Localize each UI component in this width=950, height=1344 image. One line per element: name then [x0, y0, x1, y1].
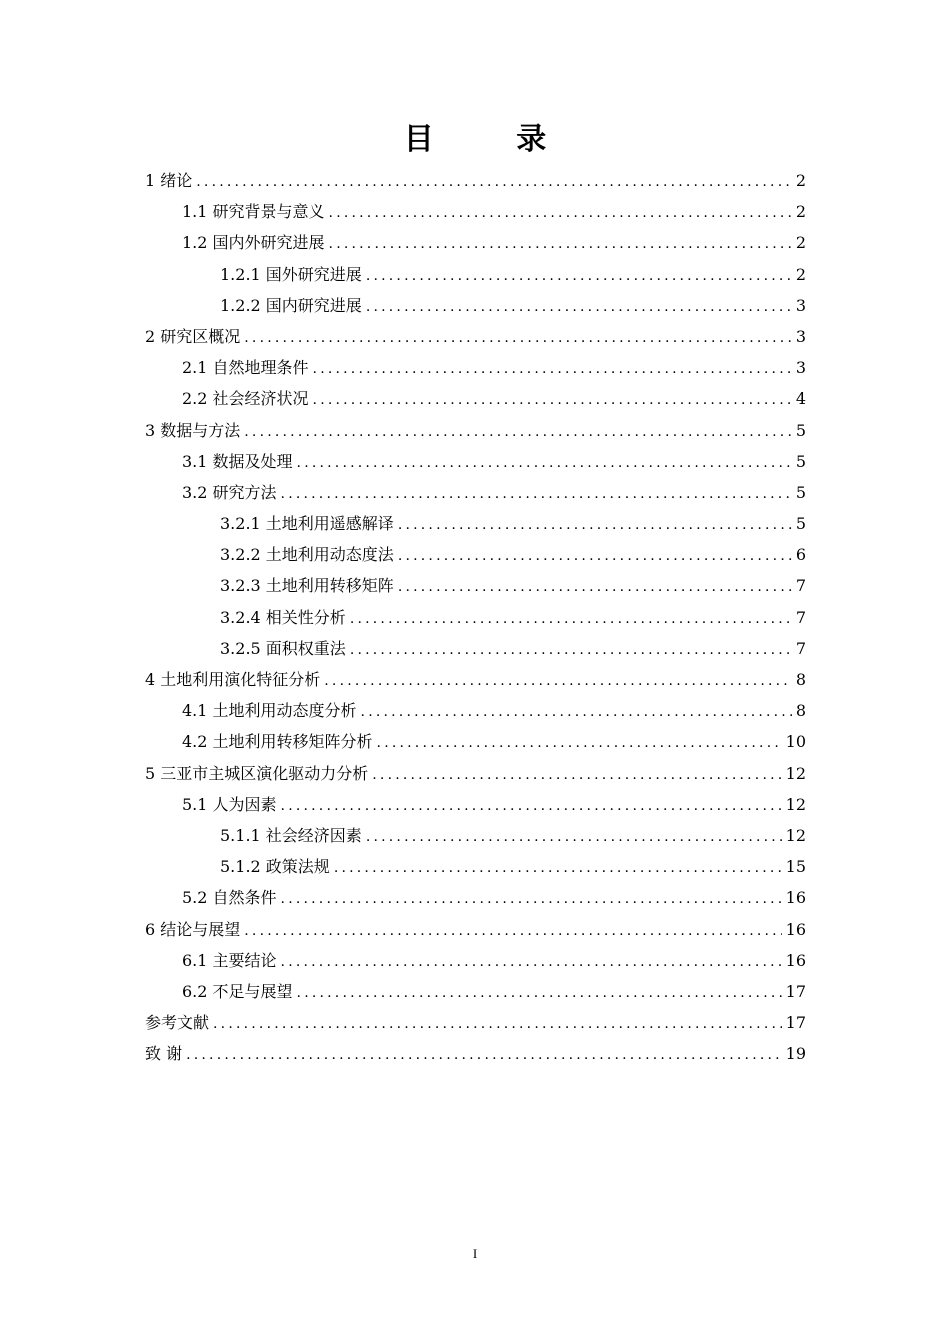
- toc-entry-label: 4 土地利用演化特征分析: [145, 670, 321, 689]
- toc-entry[interactable]: [145, 695, 806, 726]
- toc-dot-leader: [361, 697, 792, 728]
- toc-entry-label: 4.2 土地利用转移矩阵分析: [182, 732, 373, 752]
- toc-entry-page: 8: [795, 670, 806, 689]
- toc-entry[interactable]: [145, 758, 806, 789]
- toc-entry-page: 3: [795, 358, 806, 378]
- toc-dot-leader: [329, 198, 792, 229]
- toc-entry[interactable]: [145, 664, 806, 695]
- toc-entry-page: 2: [795, 233, 806, 253]
- toc-dot-leader: [196, 167, 792, 198]
- toc-entry-page: 16: [785, 950, 806, 970]
- toc-entry[interactable]: [145, 477, 806, 508]
- toc-dot-leader: [244, 417, 792, 448]
- toc-entry[interactable]: [145, 882, 806, 913]
- toc-entry[interactable]: [145, 914, 806, 945]
- toc-entry-label: 5.1.2 政策法规: [220, 857, 330, 877]
- toc-entry-page: 7: [795, 607, 806, 627]
- toc-entry-page: 12: [785, 763, 806, 783]
- toc-entry[interactable]: [145, 633, 806, 664]
- toc-entry[interactable]: [145, 196, 806, 227]
- toc-entry-label: 6.1 主要结论: [182, 950, 277, 970]
- toc-entry-page: 7: [795, 638, 806, 658]
- table-of-contents: [145, 165, 806, 1069]
- toc-entry-label: 3.2.3 土地利用转移矩阵: [220, 576, 394, 596]
- toc-entry-label: 3.2.5 面积权重法: [220, 638, 346, 658]
- toc-dot-leader: [244, 916, 781, 947]
- toc-dot-leader: [213, 1009, 782, 1040]
- toc-entry[interactable]: [145, 259, 806, 290]
- toc-entry-label: 2 研究区概况: [145, 326, 241, 346]
- toc-entry-label: 2.1 自然地理条件: [182, 358, 309, 378]
- toc-dot-leader: [281, 479, 792, 510]
- toc-entry-label: 3.1 数据及处理: [182, 451, 293, 471]
- toc-dot-leader: [329, 229, 792, 260]
- toc-entry-page: 7: [795, 576, 806, 596]
- toc-entry[interactable]: [145, 321, 806, 352]
- toc-dot-leader: [366, 292, 792, 323]
- toc-entry-label: 6.2 不足与展望: [182, 981, 293, 1001]
- toc-entry-page: 5: [795, 482, 806, 502]
- toc-entry[interactable]: [145, 945, 806, 976]
- toc-entry-label: 3.2 研究方法: [182, 482, 277, 502]
- toc-entry-label: 1.1 研究背景与意义: [182, 202, 325, 222]
- toc-entry-label: 2.2 社会经济状况: [182, 389, 309, 409]
- toc-dot-leader: [350, 635, 792, 666]
- toc-entry-page: 17: [785, 1013, 806, 1033]
- toc-entry-page: 3: [795, 295, 806, 315]
- toc-entry-label: 1.2 国内外研究进展: [182, 233, 325, 253]
- toc-dot-leader: [297, 448, 792, 479]
- toc-dot-leader: [377, 728, 782, 759]
- toc-entry-label: 3 数据与方法: [145, 420, 241, 440]
- toc-entry-page: 16: [785, 888, 806, 908]
- toc-entry-label: 致 谢: [145, 1044, 183, 1064]
- toc-entry[interactable]: [145, 976, 806, 1007]
- toc-entry-label: 3.2.2 土地利用动态度法: [220, 545, 394, 565]
- toc-dot-leader: [366, 822, 782, 853]
- toc-entry-page: 10: [785, 732, 806, 752]
- toc-entry-page: 8: [795, 701, 806, 721]
- toc-entry-page: 5: [795, 420, 806, 440]
- toc-entry-page: 2: [795, 264, 806, 284]
- toc-entry-label: 3.2.1 土地利用遥感解译: [220, 514, 394, 534]
- toc-entry[interactable]: [145, 851, 806, 882]
- toc-entry-label: 1 绪论: [145, 171, 193, 190]
- toc-entry-label: 5.1 人为因素: [182, 794, 277, 814]
- toc-entry-label: 4.1 土地利用动态度分析: [182, 701, 357, 721]
- toc-entry-page: 5: [795, 451, 806, 471]
- toc-entry[interactable]: [145, 539, 806, 570]
- toc-entry-label: 5 三亚市主城区演化驱动力分析: [145, 763, 369, 783]
- toc-entry[interactable]: [145, 165, 806, 196]
- page-title: 目 录: [403, 122, 583, 157]
- toc-entry-label: 参考文献: [145, 1013, 210, 1033]
- toc-entry-page: 4: [795, 389, 806, 409]
- toc-entry[interactable]: [145, 1007, 806, 1038]
- toc-dot-leader: [398, 510, 792, 541]
- toc-entry[interactable]: [145, 383, 806, 414]
- toc-dot-leader: [281, 791, 782, 822]
- page-number: I: [472, 1246, 478, 1261]
- toc-entry[interactable]: [145, 508, 806, 539]
- toc-dot-leader: [334, 853, 782, 884]
- toc-dot-leader: [398, 572, 792, 603]
- toc-entry[interactable]: [145, 352, 806, 383]
- toc-entry[interactable]: [145, 820, 806, 851]
- toc-dot-leader: [398, 541, 792, 572]
- toc-entry-page: 3: [795, 326, 806, 346]
- toc-entry-page: 17: [785, 981, 806, 1001]
- toc-dot-leader: [244, 323, 792, 354]
- toc-entry-page: 19: [785, 1044, 806, 1064]
- toc-entry[interactable]: [145, 602, 806, 633]
- toc-dot-leader: [372, 760, 781, 791]
- toc-entry[interactable]: [145, 227, 806, 258]
- toc-entry[interactable]: [145, 446, 806, 477]
- toc-entry-page: 2: [795, 171, 806, 190]
- toc-dot-leader: [324, 666, 792, 697]
- toc-entry[interactable]: [145, 290, 806, 321]
- toc-entry[interactable]: [145, 570, 806, 601]
- toc-entry-label: 1.2.2 国内研究进展: [220, 295, 362, 315]
- toc-entry-label: 5.2 自然条件: [182, 888, 277, 908]
- toc-dot-leader: [313, 385, 792, 416]
- toc-dot-leader: [281, 947, 782, 978]
- toc-dot-leader: [186, 1040, 782, 1071]
- toc-dot-leader: [281, 884, 782, 915]
- toc-entry-page: 16: [785, 919, 806, 939]
- toc-entry-page: 5: [795, 514, 806, 534]
- toc-dot-leader: [313, 354, 792, 385]
- toc-entry-page: 12: [785, 825, 806, 845]
- toc-entry-page: 15: [785, 857, 806, 877]
- toc-entry-label: 5.1.1 社会经济因素: [220, 825, 362, 845]
- toc-dot-leader: [297, 978, 782, 1009]
- toc-dot-leader: [366, 261, 792, 292]
- toc-entry-label: 6 结论与展望: [145, 919, 241, 939]
- toc-entry-label: 3.2.4 相关性分析: [220, 607, 346, 627]
- toc-entry-page: 2: [795, 202, 806, 222]
- toc-entry[interactable]: [145, 1038, 806, 1069]
- toc-entry-label: 1.2.1 国外研究进展: [220, 264, 362, 284]
- toc-entry[interactable]: [145, 726, 806, 757]
- toc-entry[interactable]: [145, 789, 806, 820]
- toc-dot-leader: [350, 604, 792, 635]
- toc-entry[interactable]: [145, 415, 806, 446]
- toc-entry-page: 6: [795, 545, 806, 565]
- toc-entry-page: 12: [785, 794, 806, 814]
